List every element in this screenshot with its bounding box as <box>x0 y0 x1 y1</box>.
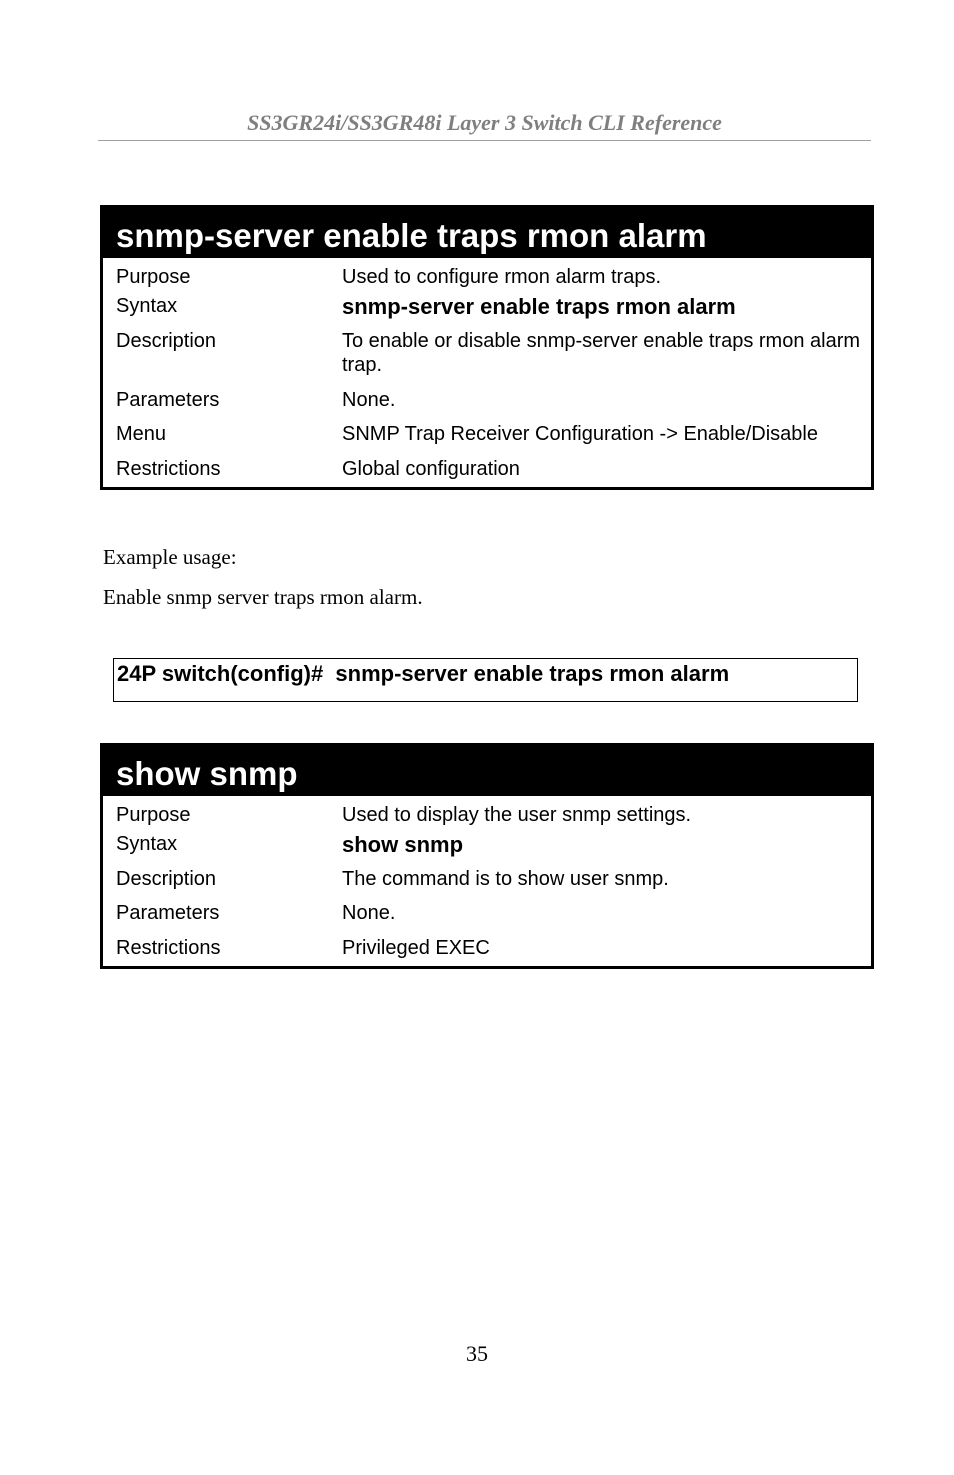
row-purpose <box>103 796 871 830</box>
row-value: Privileged EXEC <box>342 937 490 959</box>
example-text: Enable snmp server traps rmon alarm. <box>103 585 423 609</box>
row-parameters <box>103 901 871 936</box>
row-label: Parameters <box>116 902 220 924</box>
row-restrictions <box>103 936 871 966</box>
row-parameters <box>103 388 871 422</box>
row-description <box>103 329 871 388</box>
header-rule <box>98 140 871 141</box>
example-code-box <box>113 658 858 702</box>
command-title: show snmp <box>103 746 871 796</box>
row-value: Used to configure rmon alarm traps. <box>342 266 662 288</box>
row-purpose <box>103 258 871 292</box>
row-syntax <box>103 292 871 329</box>
row-label: Description <box>116 330 217 352</box>
row-label: Syntax <box>116 833 178 855</box>
row-label: Parameters <box>116 389 220 411</box>
row-label: Restrictions <box>116 937 221 959</box>
syntax-value: show snmp <box>342 832 464 857</box>
row-value: None. <box>342 389 396 411</box>
command-table-show-snmp <box>100 743 874 969</box>
command-table-snmp-server-enable-traps-rmon-alarm <box>100 205 874 490</box>
row-label: Purpose <box>116 804 191 826</box>
row-label: Restrictions <box>116 458 221 480</box>
row-value: Used to display the user snmp settings. <box>342 804 692 826</box>
row-value: Global configuration <box>342 458 520 480</box>
row-restrictions <box>103 457 871 487</box>
row-description <box>103 867 871 901</box>
row-syntax <box>103 830 871 867</box>
example-code: 24P switch(config)# snmp-server enable traps rmon alarm <box>117 661 730 686</box>
row-value: To enable or disable snmp-server enable traps rmon alarm trap. <box>342 330 861 376</box>
command-title: snmp-server enable traps rmon alarm <box>103 208 871 258</box>
row-menu <box>103 422 871 457</box>
row-value: None. <box>342 902 396 924</box>
row-label: Syntax <box>116 295 178 317</box>
syntax-value: snmp-server enable traps rmon alarm <box>342 294 736 319</box>
row-value: The command is to show user snmp. <box>342 868 669 890</box>
row-value: SNMP Trap Receiver Configuration -> Enable/Disable <box>342 423 818 445</box>
row-label: Menu <box>116 423 167 445</box>
page-number: 35 <box>466 1341 488 1366</box>
row-label: Description <box>116 868 217 890</box>
running-header: SS3GR24i/SS3GR48i Layer 3 Switch CLI Reference <box>247 110 722 135</box>
row-label: Purpose <box>116 266 191 288</box>
example-heading: Example usage: <box>103 545 237 569</box>
